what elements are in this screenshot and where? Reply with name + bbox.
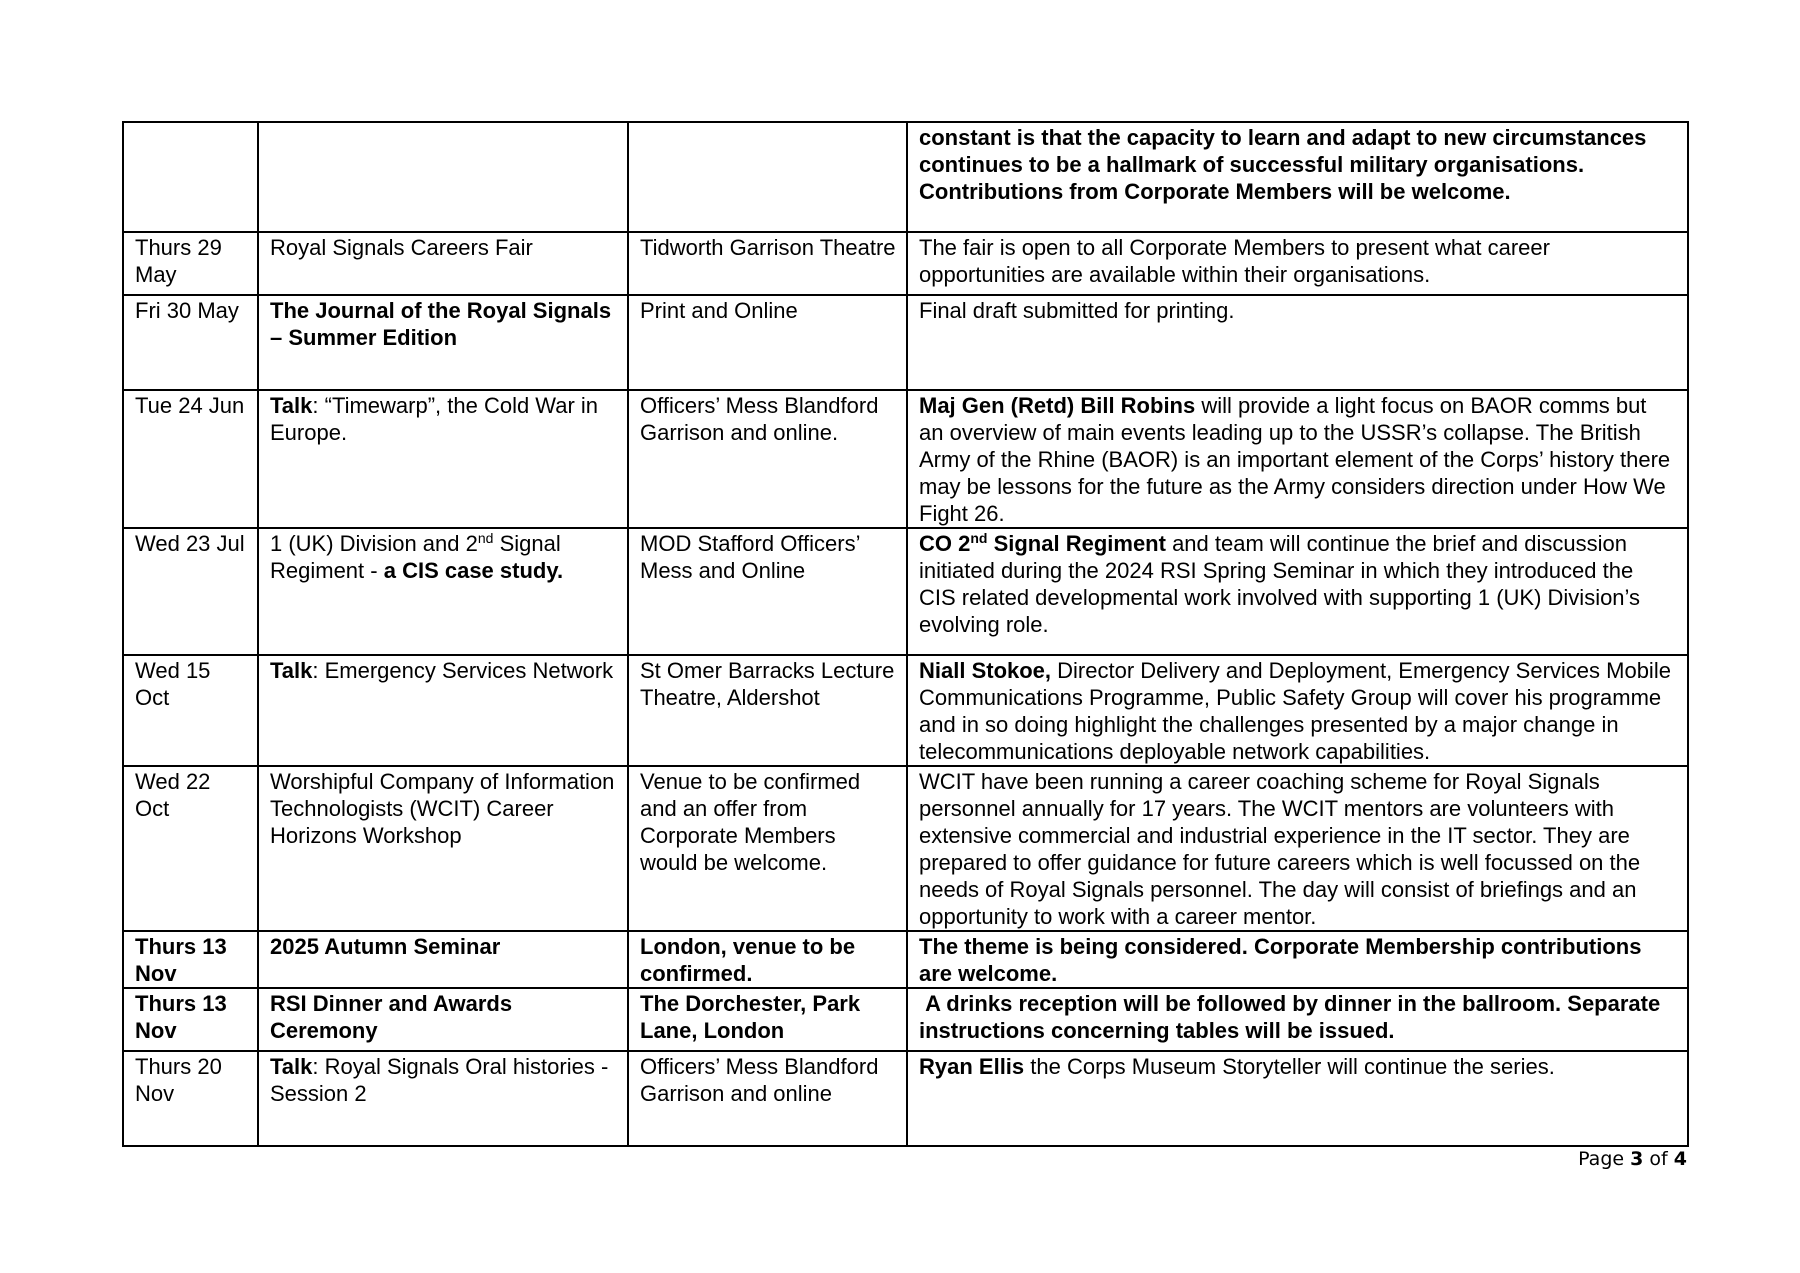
event-cell: Royal Signals Careers Fair <box>258 232 628 295</box>
table-row <box>123 1051 1688 1146</box>
event-cell: RSI Dinner and Awards Ceremony <box>258 988 628 1051</box>
date-cell: Thurs 20 Nov <box>123 1051 258 1146</box>
event-cell: 1 (UK) Division and 2nd Signal Regiment - a CIS case study. <box>258 528 628 655</box>
details-cell: A drinks reception will be followed by dinner in the ballroom. Separate instructions concerning tables will be issued. <box>907 988 1688 1051</box>
date-cell: Wed 23 Jul <box>123 528 258 655</box>
details-cell: Final draft submitted for printing. <box>907 295 1688 390</box>
table-row <box>123 295 1688 390</box>
details-cell: Niall Stokoe, Director Delivery and Deployment, Emergency Services Mobile Communications Programme, Public Safety Group will cover his programme and in so doing highlight the challenges presented by a major change in telecommunications deployable network capabilities. <box>907 655 1688 766</box>
venue-cell: MOD Stafford Officers’ Mess and Online <box>628 528 907 655</box>
venue-cell <box>628 122 907 232</box>
venue-cell: The Dorchester, Park Lane, London <box>628 988 907 1051</box>
venue-cell: Print and Online <box>628 295 907 390</box>
venue-cell: St Omer Barracks Lecture Theatre, Aldershot <box>628 655 907 766</box>
date-cell: Fri 30 May <box>123 295 258 390</box>
date-cell: Wed 15 Oct <box>123 655 258 766</box>
event-cell: 2025 Autumn Seminar <box>258 931 628 988</box>
date-cell: Wed 22 Oct <box>123 766 258 931</box>
table-row <box>123 390 1688 528</box>
page-number: Page 3 of 4 <box>1578 1148 1687 1170</box>
event-cell: Talk: “Timewarp”, the Cold War in Europe. <box>258 390 628 528</box>
details-cell: Ryan Ellis the Corps Museum Storyteller will continue the series. <box>907 1051 1688 1146</box>
venue-cell: Officers’ Mess Blandford Garrison and online. <box>628 390 907 528</box>
date-cell: Thurs 13 Nov <box>123 931 258 988</box>
details-cell: The fair is open to all Corporate Members to present what career opportunities are available within their organisations. <box>907 232 1688 295</box>
details-cell: CO 2nd Signal Regiment and team will continue the brief and discussion initiated during the 2024 RSI Spring Seminar in which they introduced the CIS related developmental work involved with supporting 1 (UK) Division’s evolving role. <box>907 528 1688 655</box>
venue-cell: Tidworth Garrison Theatre <box>628 232 907 295</box>
event-cell: Talk: Royal Signals Oral histories - Session 2 <box>258 1051 628 1146</box>
table-row <box>123 528 1688 655</box>
details-cell: Maj Gen (Retd) Bill Robins will provide a light focus on BAOR comms but an overview of main events leading up to the USSR’s collapse. The British Army of the Rhine (BAOR) is an important element of the Corps’ history there may be lessons for the future as the Army considers direction under How We Fight 26. <box>907 390 1688 528</box>
date-cell: Thurs 13 Nov <box>123 988 258 1051</box>
event-cell: Talk: Emergency Services Network <box>258 655 628 766</box>
table-row <box>123 655 1688 766</box>
date-cell <box>123 122 258 232</box>
table-row <box>123 988 1688 1051</box>
venue-cell: Officers’ Mess Blandford Garrison and online <box>628 1051 907 1146</box>
table-row <box>123 232 1688 295</box>
event-cell: Worshipful Company of Information Technologists (WCIT) Career Horizons Workshop <box>258 766 628 931</box>
table-row <box>123 766 1688 931</box>
date-cell: Thurs 29 May <box>123 232 258 295</box>
table-row <box>123 931 1688 988</box>
date-cell: Tue 24 Jun <box>123 390 258 528</box>
details-cell: The theme is being considered. Corporate Membership contributions are welcome. <box>907 931 1688 988</box>
venue-cell: Venue to be confirmed and an offer from Corporate Members would be welcome. <box>628 766 907 931</box>
table-row <box>123 122 1688 232</box>
event-cell <box>258 122 628 232</box>
details-cell: WCIT have been running a career coaching scheme for Royal Signals personnel annually for 17 years. The WCIT mentors are volunteers with extensive commercial and industrial experience in the IT sector. They are prepared to offer guidance for future careers which is well focussed on the needs of Royal Signals personnel. The day will consist of briefings and an opportunity to work with a career mentor. <box>907 766 1688 931</box>
details-cell: constant is that the capacity to learn and adapt to new circumstances continues to be a hallmark of successful military organisations. Contributions from Corporate Members will be welcome. <box>907 122 1688 232</box>
events-table <box>122 121 1689 1147</box>
venue-cell: London, venue to be confirmed. <box>628 931 907 988</box>
event-cell: The Journal of the Royal Signals – Summer Edition <box>258 295 628 390</box>
